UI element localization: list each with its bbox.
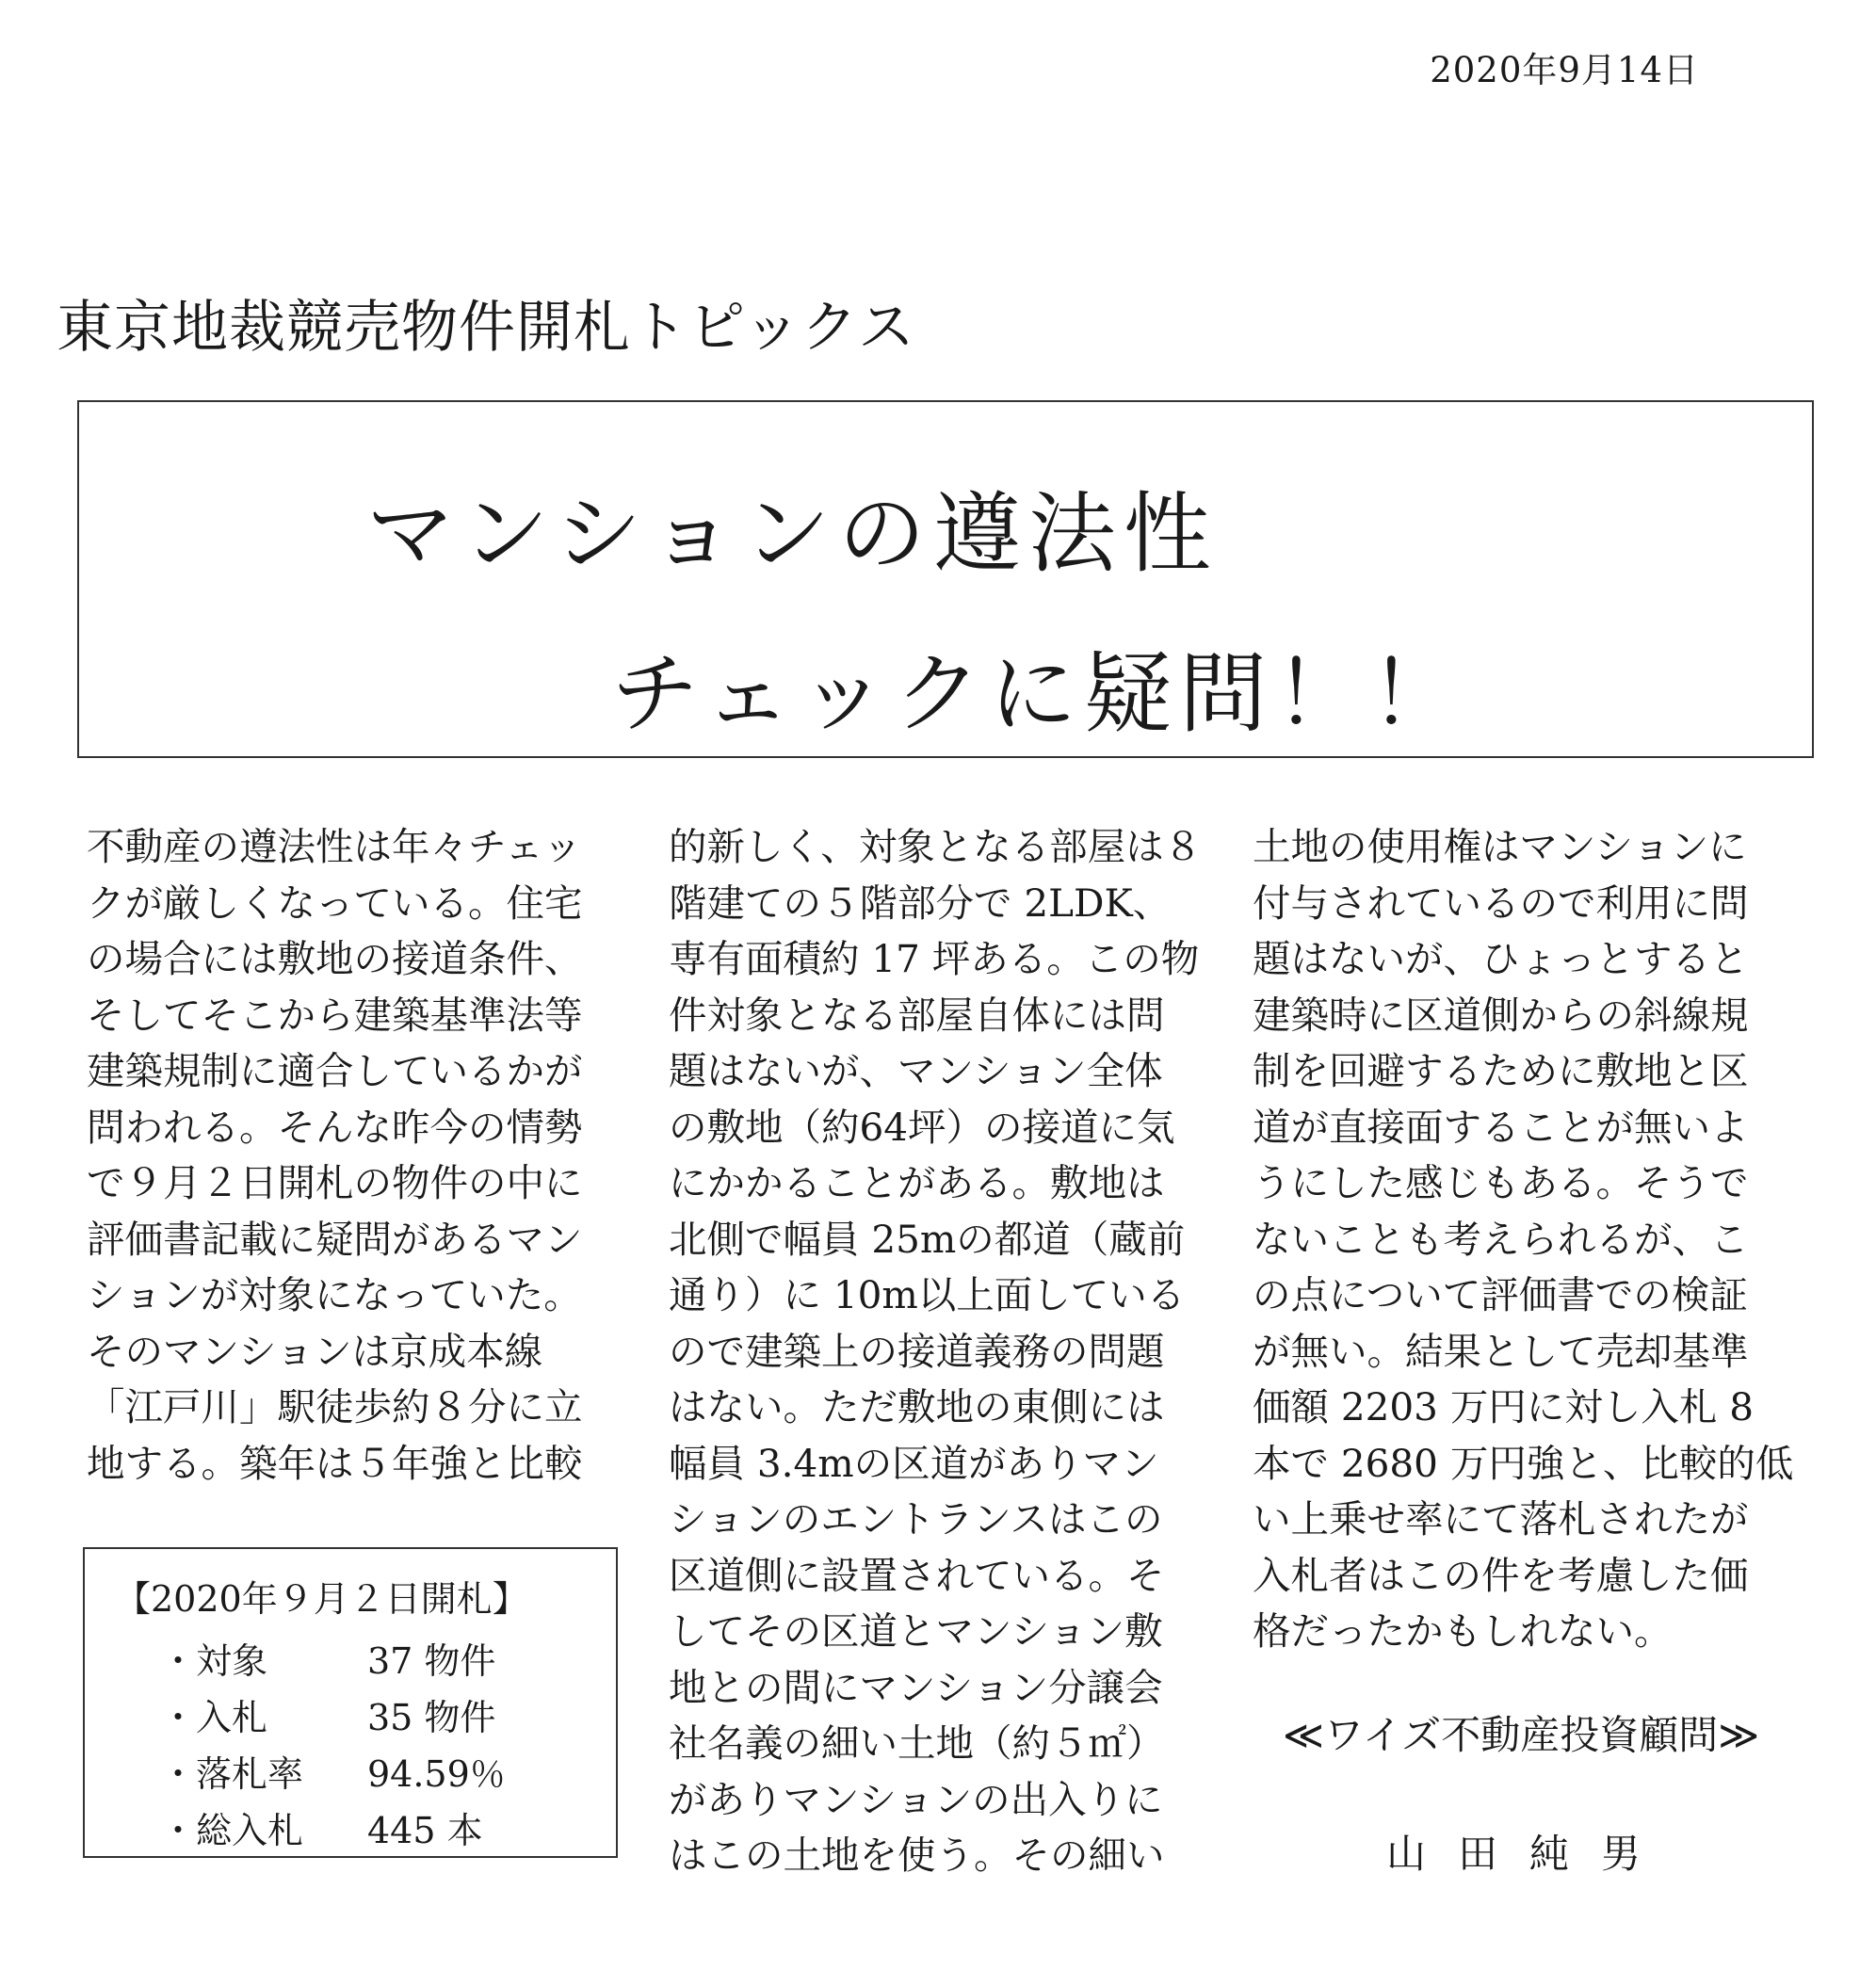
- article-column-3: [1253, 819, 1794, 1660]
- article-line: がありマンションの出入りに: [669, 1776, 1163, 1822]
- article-line: で９月２日開札の物件の中に: [87, 1160, 583, 1205]
- stats-label: ・対象: [160, 1640, 268, 1682]
- stats-row: [160, 1745, 506, 1797]
- series-title: 東京地裁競売物件開札トピックス: [57, 295, 915, 361]
- article-line: 入札者はこの件を考慮した価: [1253, 1552, 1749, 1598]
- article-line: 題はないが、マンション全体: [669, 1048, 1163, 1093]
- article-line: 専有面積約 17 坪ある。この物: [669, 936, 1200, 981]
- stats-row: [160, 1688, 495, 1740]
- article-line: 価額 2203 万円に対し入札 8: [1253, 1384, 1754, 1429]
- article-line: 幅員 3.4mの区道がありマン: [669, 1440, 1159, 1486]
- article-line: はない。ただ敷地の東側には: [669, 1384, 1165, 1429]
- article-line: 道が直接面することが無いよ: [1253, 1104, 1749, 1150]
- article-line: 建築規制に適合しているかが: [87, 1048, 583, 1093]
- article-line: が無い。結果として売却基準: [1253, 1328, 1749, 1374]
- stats-box: [83, 1547, 618, 1858]
- company-name: ≪ワイズ不動産投資顧問≫: [1283, 1712, 1760, 1758]
- article-line: 階建ての５階部分で 2LDK、: [669, 880, 1172, 926]
- article-line: 建築時に区道側からの斜線規: [1253, 992, 1749, 1038]
- article-column-2: [669, 819, 1203, 1884]
- article-line: の敷地（約64坪）の接道に気: [669, 1104, 1175, 1150]
- article-line: 付与されているので利用に問: [1253, 880, 1749, 926]
- article-line: ションが対象になっていた。: [87, 1272, 582, 1317]
- article-line: 本で 2680 万円強と、比較的低: [1253, 1440, 1794, 1486]
- stats-value: 37 物件: [367, 1640, 496, 1682]
- article-line: そしてそこから建築基準法等: [87, 992, 583, 1038]
- article-line: の点について評価書での検証: [1253, 1272, 1748, 1317]
- article-line: 不動産の遵法性は年々チェッ: [87, 824, 582, 869]
- article-line: ので建築上の接道義務の問題: [669, 1328, 1165, 1374]
- publication-date: 2020年9月14日: [1430, 50, 1699, 90]
- article-line: の場合には敷地の接道条件、: [87, 936, 583, 981]
- article-line: してその区道とマンション敷: [669, 1608, 1163, 1654]
- stats-label: ・落札率: [160, 1753, 304, 1795]
- article-line: 評価書記載に疑問があるマン: [87, 1216, 583, 1262]
- article-line: クが厳しくなっている。住宅: [87, 880, 583, 926]
- article-line: 地との間にマンション分譲会: [669, 1664, 1163, 1710]
- article-line: 「江戸川」駅徒歩約８分に立: [87, 1384, 583, 1429]
- article-line: 北側で幅員 25mの都道（蔵前: [669, 1216, 1186, 1262]
- article-line: 制を回避するために敷地と区: [1253, 1048, 1749, 1093]
- article-line: 通り）に 10m以上面している: [669, 1272, 1186, 1317]
- headline-line-2: チェックに疑問！！: [611, 643, 1465, 745]
- stats-value: 35 物件: [367, 1697, 496, 1738]
- article-column-1: [87, 819, 595, 1492]
- author-name: 山田純男: [1386, 1831, 1674, 1877]
- article-line: 社名義の細い土地（約５㎡）: [669, 1720, 1165, 1766]
- article-line: そのマンションは京成本線: [87, 1328, 543, 1374]
- article-line: 件対象となる部屋自体には問: [669, 992, 1165, 1038]
- article-line: 格だったかもしれない。: [1253, 1608, 1673, 1654]
- headline-box: [77, 400, 1814, 758]
- stats-label: ・入札: [160, 1697, 268, 1738]
- headline-line-1: マンションの遵法性: [366, 483, 1219, 585]
- article-line: にかかることがある。敷地は: [669, 1160, 1165, 1205]
- article-line: い上乗せ率にて落札されたが: [1253, 1496, 1749, 1542]
- article-line: ションのエントランスはこの: [669, 1496, 1163, 1542]
- stats-title: 【2020年９月２日開札】: [115, 1578, 528, 1620]
- article-line: ないことも考えられるが、こ: [1253, 1216, 1749, 1262]
- article-line: 区道側に設置されている。そ: [669, 1552, 1165, 1598]
- stats-row: [160, 1801, 483, 1853]
- article-line: 問われる。そんな昨今の情勢: [87, 1104, 583, 1150]
- stats-row: [160, 1632, 495, 1684]
- stats-value: 94.59％: [367, 1753, 506, 1795]
- article-line: うにした感じもある。そうで: [1253, 1160, 1749, 1205]
- article-line: 的新しく、対象となる部屋は８: [669, 824, 1203, 869]
- article-line: 土地の使用権はマンションに: [1253, 824, 1747, 869]
- stats-label: ・総入札: [160, 1810, 304, 1851]
- article-line: はこの土地を使う。その細い: [669, 1833, 1165, 1878]
- article-line: 地する。築年は５年強と比較: [87, 1440, 583, 1486]
- stats-value: 445 本: [367, 1810, 483, 1851]
- article-line: 題はないが、ひょっとすると: [1253, 936, 1749, 981]
